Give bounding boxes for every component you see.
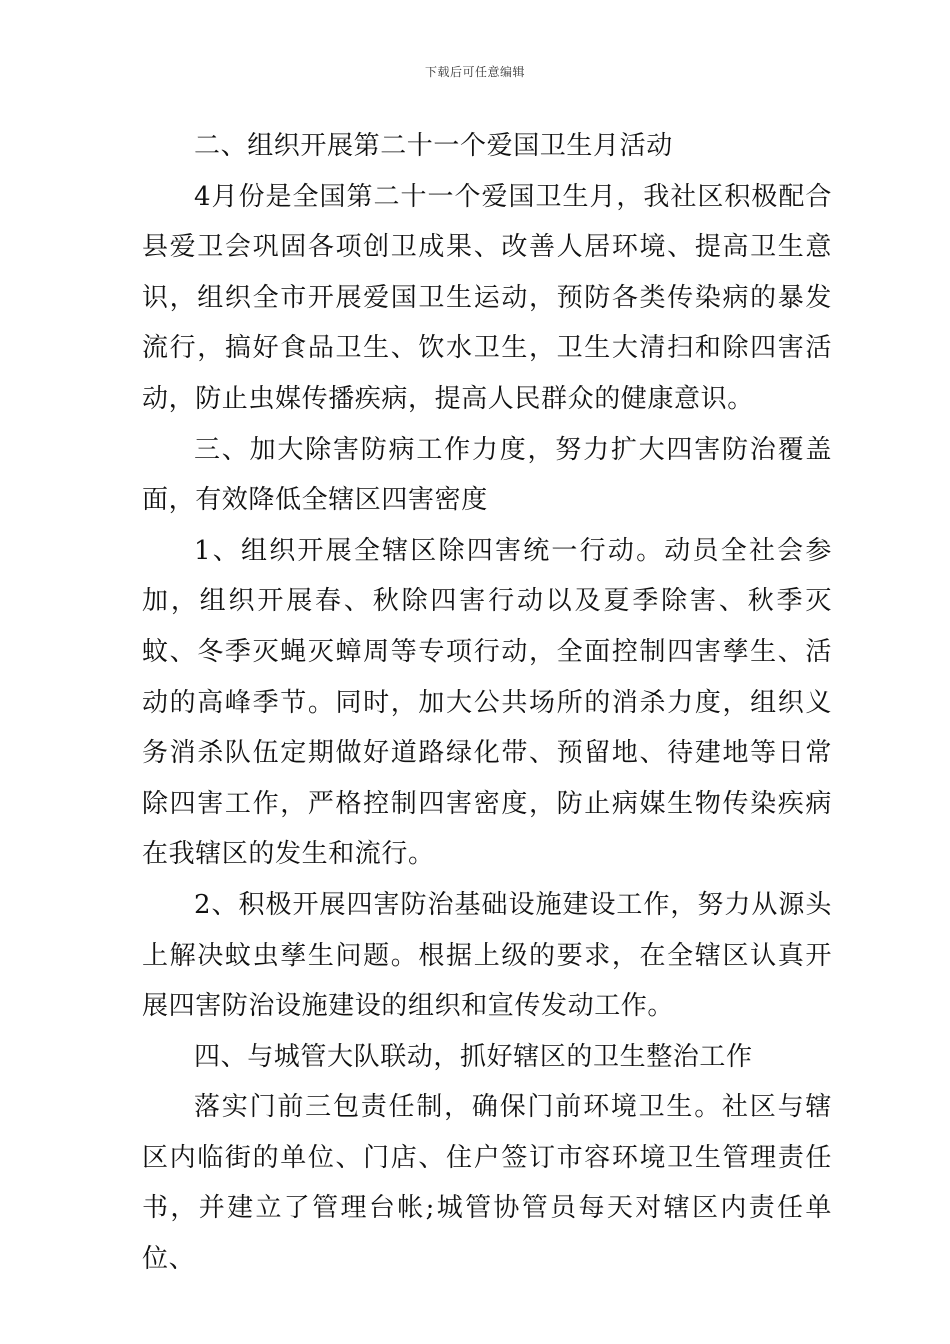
paragraph-item-one: 1、组织开展全辖区除四害统一行动。动员全社会参加，组织开展春、秋除四害行动以及夏季除害、秋季灭蚊、冬季灭蝇灭蟑周等专项行动，全面控制四害孳生、活动的高峰季节。同时，加大公共场所的消杀力度，组织义务消杀队伍定期做好道路绿化带、预留地、待建地等日常除四害工作，严格控制四害密度，防止病媒生物传染疾病在我辖区的发生和流行。 — [142, 535, 832, 870]
paragraph-patriotic-health-month: 4月份是全国第二十一个爱国卫生月，我社区积极配合县爱卫会巩固各项创卫成果、改善人居环境、提高卫生意识，组织全市开展爱国卫生运动，预防各类传染病的暴发流行，搞好食品卫生、饮水卫生，卫生大清扫和除四害活动，防止虫媒传播疾病，提高人民群众的健康意识。 — [142, 181, 832, 414]
section-heading-two: 二、组织开展第二十一个爱国卫生月活动 — [194, 131, 673, 161]
paragraph-responsibility-system: 落实门前三包责任制，确保门前环境卫生。社区与辖区内临街的单位、门店、住户签订市容环境卫生管理责任书，并建立了管理台帐;城管协管员每天对辖区内责任单位、 — [142, 1092, 832, 1275]
page-header-note: 下载后可任意编辑 — [424, 65, 525, 79]
section-heading-three: 三、加大除害防病工作力度，努力扩大四害防治覆盖面，有效降低全辖区四害密度 — [142, 434, 832, 516]
document-body — [142, 121, 832, 1285]
section-heading-four: 四、与城管大队联动，抓好辖区的卫生整治工作 — [194, 1041, 753, 1072]
paragraph-item-two: 2、积极开展四害防治基础设施建设工作，努力从源头上解决蚊虫孳生问题。根据上级的要求，在全辖区认真开展四害防治设施建设的组织和宣传发动工作。 — [142, 889, 832, 1022]
